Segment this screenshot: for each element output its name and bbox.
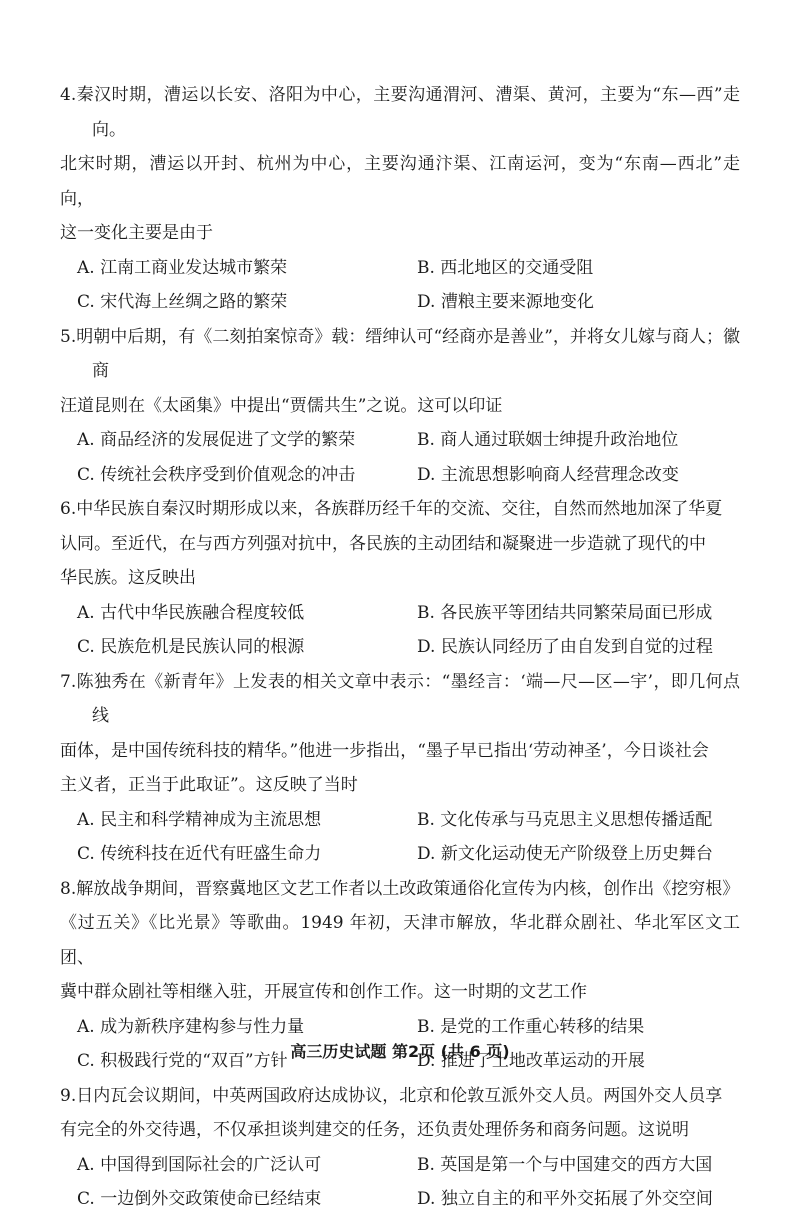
option-row xyxy=(60,1182,740,1217)
option-b: B. 商人通过联姻士绅提升政治地位 xyxy=(417,430,679,450)
question-stem-text: 有完全的外交待遇，不仅承担谈判建交的任务，还负责处理侨务和商务问题。这说明 xyxy=(60,1120,689,1140)
question-number: 6. xyxy=(60,499,77,519)
question-stem-line xyxy=(60,734,740,769)
option-row xyxy=(60,596,740,631)
question-stem-text: 冀中群众剧社等相继入驻，开展宣传和创作工作。这一时期的文艺工作 xyxy=(60,982,587,1002)
question-stem-text: 秦汉时期，漕运以长安、洛阳为中心，主要沟通渭河、漕渠、黄河，主要为“东—西”走向。 xyxy=(76,85,740,140)
question-stem-text: 中华民族自秦汉时期形成以来，各族群历经千年的交流、交往，自然而然地加深了华夏 xyxy=(76,499,723,519)
question-number: 7. xyxy=(60,671,77,692)
question-stem-text: 面体，是中国传统科技的精华。”他进一步指出，“墨子早已指出‘劳动神圣’，今日谈社会 xyxy=(60,740,709,761)
question-stem-first-line xyxy=(60,492,740,527)
question-stem-text: 华民族。这反映出 xyxy=(60,568,196,588)
question-stem-line xyxy=(60,1113,740,1148)
option-a: A. 中国得到国际社会的广泛认可 xyxy=(77,1154,322,1175)
option-row xyxy=(60,1148,740,1183)
question-number: 5. xyxy=(60,326,77,347)
option-a: A. 成为新秩序建构参与性力量 xyxy=(77,1016,305,1037)
question-stem-text: 主义者，正当于此取证”。这反映了当时 xyxy=(60,775,358,795)
question-stem-line xyxy=(60,389,740,424)
question-stem-text: 这一变化主要是由于 xyxy=(60,223,213,243)
question-5 xyxy=(60,320,740,493)
question-stem-text: 《过五关》《比光景》等歌曲。1949 年初，天津市解放，华北群众剧社、华北军区文工团、 xyxy=(60,913,740,968)
question-stem-first-line xyxy=(60,665,740,734)
option-b: B. 英国是第一个与中国建交的西方大国 xyxy=(417,1154,713,1175)
question-9 xyxy=(60,1079,740,1217)
option-row xyxy=(60,458,740,493)
question-stem-text: 解放战争期间，晋察冀地区文艺工作者以土改政策通俗化宣传为内核，创作出《挖穷根》 xyxy=(76,878,740,899)
question-stem-line xyxy=(60,561,740,596)
question-stem-text: 汪道昆则在《太函集》中提出“贾儒共生”之说。这可以印证 xyxy=(60,395,503,416)
option-a: A. 古代中华民族融合程度较低 xyxy=(77,602,305,623)
question-stem-line xyxy=(60,768,740,803)
question-stem-line xyxy=(60,906,740,975)
question-stem-line xyxy=(60,975,740,1010)
question-stem-text: 明朝中后期，有《二刻拍案惊奇》载：缙绅认可“经商亦是善业”，并将女儿嫁与商人；徽商 xyxy=(76,326,740,381)
question-number: 4. xyxy=(60,85,77,105)
option-b: B. 文化传承与马克思主义思想传播适配 xyxy=(417,809,713,830)
option-d: D. 新文化运动使无产阶级登上历史舞台 xyxy=(417,844,713,864)
option-row xyxy=(60,803,740,838)
option-c: C. 一边倒外交政策使命已经结束 xyxy=(77,1189,322,1209)
option-c: C. 传统社会秩序受到价值观念的冲击 xyxy=(77,464,356,485)
option-c: C. 宋代海上丝绸之路的繁荣 xyxy=(77,292,288,312)
question-stem-first-line xyxy=(60,872,740,907)
option-d: D. 主流思想影响商人经营理念改变 xyxy=(417,464,679,485)
option-d: D. 推进了土地改革运动的开展 xyxy=(417,1051,645,1071)
option-row xyxy=(60,837,740,872)
option-c: C. 民族危机是民族认同的根源 xyxy=(77,637,305,657)
question-number: 8. xyxy=(60,878,77,899)
option-d: D. 民族认同经历了由自发到自觉的过程 xyxy=(417,637,713,657)
question-stem-text: 北宋时期，漕运以开封、杭州为中心，主要沟通汴渠、江南运河，变为“东南—西北”走向， xyxy=(60,154,740,209)
question-stem-first-line xyxy=(60,320,740,389)
option-row xyxy=(60,630,740,665)
question-stem-text: 日内瓦会议期间，中英两国政府达成协议，北京和伦敦互派外交人员。两国外交人员享 xyxy=(76,1085,723,1106)
option-d: D. 独立自主的和平外交拓展了外交空间 xyxy=(417,1189,713,1209)
option-row xyxy=(60,1010,740,1045)
question-stem-line xyxy=(60,147,740,216)
question-stem-first-line xyxy=(60,1079,740,1114)
question-stem-first-line xyxy=(60,78,740,147)
option-c: C. 积极践行党的“双百”方针 xyxy=(77,1051,288,1071)
option-d: D. 漕粮主要来源地变化 xyxy=(417,292,594,312)
option-b: B. 西北地区的交通受阻 xyxy=(417,257,594,278)
question-stem-text: 陈独秀在《新青年》上发表的相关文章中表示：“墨经言：‘端—尺—区—宇’，即几何点线 xyxy=(76,671,740,726)
option-b: B. 各民族平等团结共同繁荣局面已形成 xyxy=(417,602,713,623)
option-c: C. 传统科技在近代有旺盛生命力 xyxy=(77,844,322,864)
option-b: B. 是党的工作重心转移的结果 xyxy=(417,1016,645,1037)
option-a: A. 商品经济的发展促进了文学的繁荣 xyxy=(77,430,356,450)
question-stem-text: 认同。至近代，在与西方列强对抗中，各民族的主动团结和凝聚进一步造就了现代的中 xyxy=(60,533,706,554)
question-7 xyxy=(60,665,740,872)
page-footer: 高三历史试题 第2页 (共 6 页) xyxy=(290,1042,510,1061)
option-row xyxy=(60,423,740,458)
question-stem-line xyxy=(60,216,740,251)
question-stem-line xyxy=(60,527,740,562)
option-row xyxy=(60,251,740,286)
option-row xyxy=(60,285,740,320)
question-6 xyxy=(60,492,740,665)
option-a: A. 民主和科学精神成为主流思想 xyxy=(77,809,322,830)
question-4 xyxy=(60,78,740,320)
question-number: 9. xyxy=(60,1085,77,1106)
option-a: A. 江南工商业发达城市繁荣 xyxy=(77,257,288,278)
